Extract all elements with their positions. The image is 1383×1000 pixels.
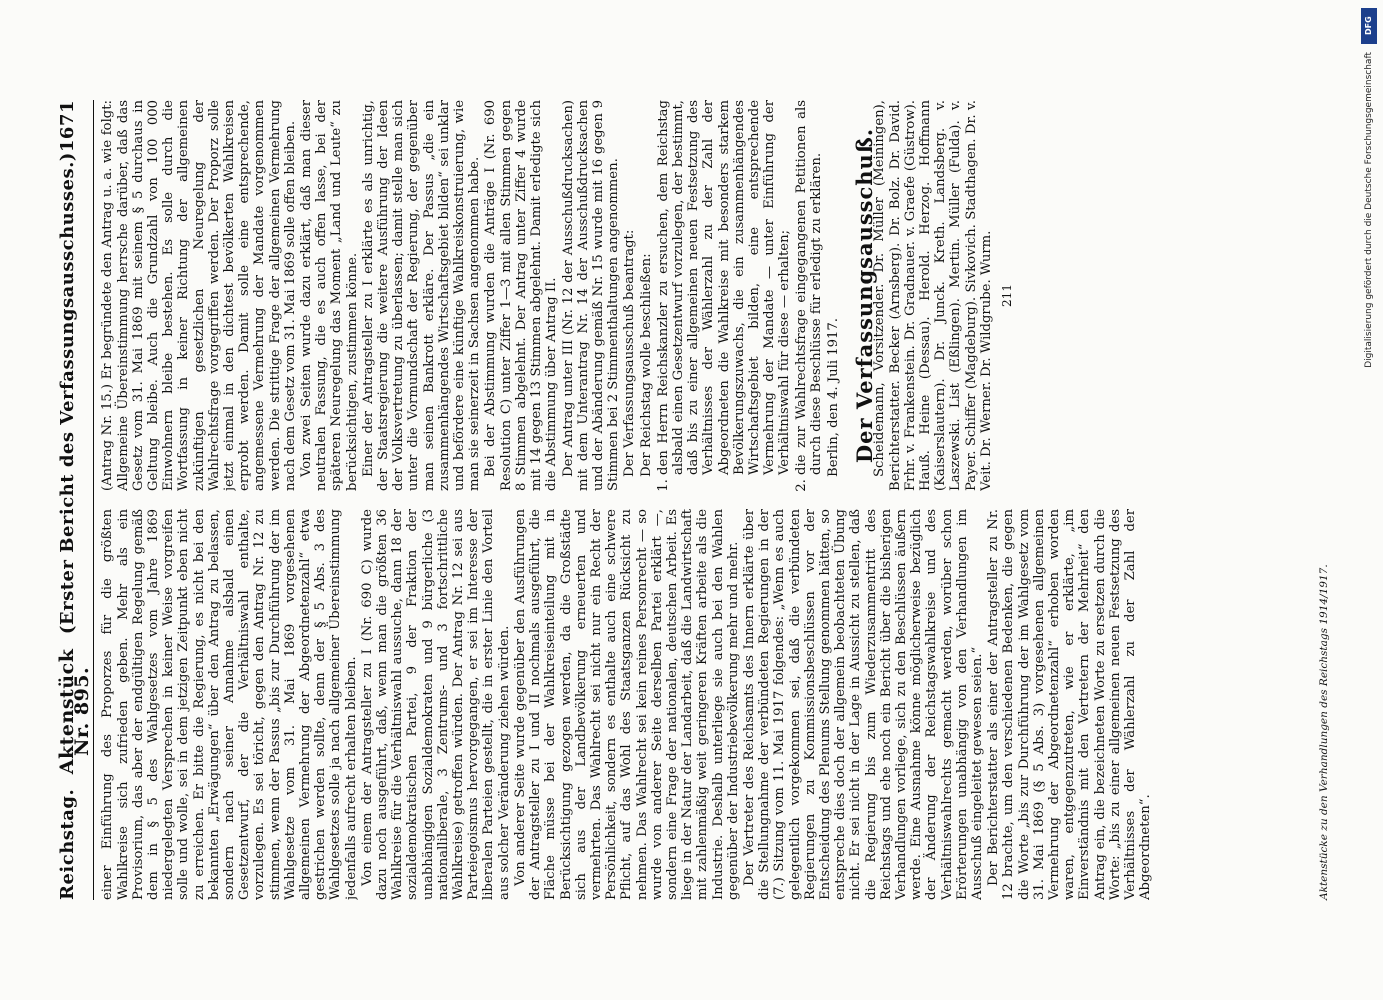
paragraph: Von einem der Antragsteller zu I (Nr. 690 C) wurde dazu noch ausgeführt, daß, wenn man die größten 36 Wahlkreise für die Verhältniswahl aussuche, dann 18 der sozialdemokratischen Partei, 9 der Fraktion der unabhängigen Sozialdemokraten und 9 bürgerliche (3 nationalliberale, 3 Zentrums- und 3 fortschrittliche Wahlkreise) getroffen würden. Der Antrag Nr. 12 sei aus Parteiegoismus hervorgegangen, er sei im Interesse der liberalen Parteien gestellt, die in erster Linie den Vorteil aus solcher Veränderung ziehen würden.	[359, 509, 512, 900]
motion-list	[655, 100, 823, 491]
paragraph: Der Antrag unter III (Nr. 12 der Ausschußdrucksachen) mit dem Unterantrag Nr. 14 der Ausschußdrucksachen und der Abänderung gemäß Nr. 15 wurde mit 16 gegen 9 Stimmen bei 2 Stimmenthaltungen angenommen.	[560, 100, 621, 491]
signature-date: Berlin, den 4. Juli 1917.	[825, 318, 841, 477]
paragraph: Von anderer Seite wurde gegenüber den Ausführungen der Antragsteller zu I und II nochmals ausgeführt, die Fläche müsse bei der Wahlkreiseinteilung mit in Berücksichtigung gezogen werden, da die Großstädte sich aus der Landbevölkerung erneuerten und vermehrten. Das Wahlrecht sei nicht nur ein Recht der Persönlichkeit, sondern es enthalte auch eine schwere Pflicht, auf das Wohl des Staatsganzen Rücksicht zu nehmen. Das Wahlrecht sei kein reines Personrecht — so wurde von anderer Seite derselben Partei erklärt —, sondern eine Frage der nationalen, deutschen Arbeit. Es liege in der Natur der Landarbeit, daß die Landwirtschaft mit zahlenmäßig weit geringeren Kräften arbeite als die Industrie. Deshalb unterliege sie auch bei den Wahlen gegenüber der Industriebevölkerung mehr und mehr.	[512, 509, 741, 900]
page-footer: Aktenstücke zu den Verhandlungen des Reichstags 1914/1917.	[1317, 564, 1330, 900]
page-signature: 211	[999, 284, 1014, 307]
left-column	[100, 509, 1260, 900]
document-page	[42, 70, 1342, 930]
header-left: Reichstag.	[56, 788, 78, 900]
page-header	[55, 100, 94, 900]
paragraph: Einer der Antragsteller zu I erklärte es als unrichtig, der Staatsregierung die weitere Ausführung der Ideen der Volksvertretung zu überlassen; damit stelle man sich unter die Vormundschaft der Regierung, der gegenüber man seinen Bankrott erkläre. Der Passus „die ein zusammenhängendes Wirtschaftsgebiet bilden“ sei unklar und befördere eine künftige Wahlkreiskonstruierung, wie man sie seinerzeit in Sachsen angenommen habe.	[360, 100, 482, 491]
digitization-credit: Digitalisierung gefördert durch die Deutsche Forschungsgemeinschaft	[1364, 52, 1374, 368]
dfg-logo: DFG	[1361, 8, 1377, 44]
paragraph: Von zwei Seiten wurde dazu erklärt, daß man dieser neutralen Fassung, die es auch offen lasse, bei der späteren Neuregelung das Moment „Land und Leute“ zu berücksichtigen, zustimmen könne.	[298, 100, 360, 491]
paragraph: Der Vertreter des Reichsamts des Innern erklärte über die Stellungnahme der verbündeten Regierungen in der (7.) Sitzung vom 11. Mai 1917 folgendes: „Wenn es auch gelegentlich vorgekommen sei, daß die verbündeten Regierungen zu Kommissionsbeschlüssen vor der Entscheidung des Plenums Stellung genommen hätten, so entspreche dies doch der allgemein beobachteten Übung nicht. Er sei nicht in der Lage in Aussicht zu stellen, daß die Regierung bis zum Wiederzusammentritt des Reichstags und ehe noch ein Bericht über die bisherigen Verhandlungen vorliege, sich zu den Beschlüssen äußern werde. Eine Ausnahme könne möglicherweise bezüglich der Änderung der Reichstagswahlkreise und des Verhältniswahlrechts gemacht werden, worüber schon Erörterungen unabhängig von den Verhandlungen im Ausschuß eingeleitet gewesen seien.“	[741, 509, 985, 900]
header-report-title: (Erster Bericht des Verfassungsausschusses.)	[56, 152, 78, 635]
paragraph: (Antrag Nr. 15.) Er begründete den Antrag u. a. wie folgt: Allgemeine Übereinstimmung herrsche darüber, daß das Gesetz vom 31. Mai 1869 mit seinem § 5 durchaus in Geltung bleibe. Auch die Grundzahl von 100 000 Einwohnern bleibe bestehen. Es solle durch die Wortfassung in keiner Richtung der allgemeinen zukünftigen gesetzlichen Neuregelung der Wahlrechtsfrage vorgegriffen werden. Der Proporz solle jetzt einmal in den dichtest bevölkerten Wahlkreisen erprobt werden. Damit solle eine entsprechende, angemessene Vermehrung der Mandate vorgenommen werden. Die strittige Frage der allgemeinen Vermehrung nach dem Gesetz vom 31. Mai 1869 solle offen bleiben.	[99, 100, 298, 491]
motion-intro: Der Verfassungsausschuß beantragt:	[621, 229, 637, 477]
paragraph: einer Einführung des Proporzes für die größten Wahlkreise sich zufrieden geben. Mehr als ein Provisorium, das aber der endgültigen Regelung gemäß dem in § 5 des Wahlgesetzes vom Jahre 1869 niedergelegten Versprechen in keiner Weise vorgreifen solle und wolle, sei in dem jetzigen Zeitpunkt eben nicht zu erreichen. Er bitte die Regierung, es nicht bei den bekannten „Erwägungen“ über den Antrag zu belassen, sondern nach seiner Annahme alsbald einen Gesetzentwurf, der die Verhältniswahl enthalte, vorzulegen. Es sei töricht, gegen den Antrag Nr. 12 zu stimmen, wenn der Passus „bis zur Durchführung der im Wahlgesetze vom 31. Mai 1869 vorgesehenen allgemeinen Vermehrung der Abgeordnetenzahl“ etwa gestrichen werden sollte, denn der § 5 Abs. 3 des Wahlgesetzes solle ja nach allgemeiner Übereinstimmung jedenfalls aufrecht erhalten bleiben.	[99, 509, 359, 900]
motion-item: 1. den Herrn Reichskanzler zu ersuchen, dem Reichstag alsbald einen Gesetzentwurf vorzulegen, der bestimmt, daß bis zu einer allgemeinen neuen Festsetzung des Verhältnisses der Wählerzahl zu der Zahl der Abgeordneten die Wahlkreise mit besonders starkem Bevölkerungszuwachs, die ein zusammenhängendes Wirtschaftsgebiet bilden, eine entsprechende Vermehrung der Mandate — unter Einführung der Verhältniswahl für diese — erhalten;	[655, 100, 792, 475]
motion-lead: Der Reichstag wolle beschließen:	[638, 253, 654, 477]
header-page-number: 1671	[56, 100, 78, 153]
committee-title: Der Verfassungsausschuß.	[851, 127, 877, 464]
right-column	[100, 100, 1260, 491]
header-title: Aktenstück Nr. 895.	[55, 648, 93, 775]
motion-item: 2. die zur Wahlrechtsfrage eingegangenen Petitionen als durch diese Beschlüsse für erledigt zu erklären.	[793, 100, 823, 475]
committee-members: Scheidemann, Vorsitzender. Dr. Müller (Meiningen), Berichterstatter. Becker (Arnsberg). Dr. Bolz. Dr. David. Frhr. v. Frankenstein. Dr. Gradnauer. v. Graefe (Güstrow). Hauß. Heine (Dessau). Herold. Herzog. Hoffmann (Kaiserslautern). Dr. Junck. Kreth. Landsberg. v. Laszewski. List (Eßlingen). Mertin. Müller (Fulda). v. Payer. Schiffer (Magdeburg). Sivkovich. Stadthagen. Dr. v. Veit. Dr. Werner. Dr. Wildgrube. Wurm.	[871, 100, 994, 491]
paragraph: Der Berichterstatter als einer der Antragsteller zu Nr. 12 brachte, um den verschiedenen Bedenken, die gegen die Worte „bis zur Durchführung der im Wahlgesetz vom 31. Mai 1869 (§ 5 Abs. 3) vorgesehenen allgemeinen Vermehrung der Abgeordnetenzahl“ erhoben worden waren, entgegenzutreten, wie er erklärte, „im Einverständnis mit den Vertretern der Mehrheit“ den Antrag ein, die bezeichneten Worte zu ersetzen durch die Worte: „bis zu einer allgemeinen neuen Festsetzung des Verhältnisses der Wählerzahl zu der Zahl der Abgeordneten“.	[985, 509, 1153, 900]
paragraph: Bei der Abstimmung wurden die Anträge I (Nr. 690 Resolution C) unter Ziffer 1—3 mit allen Stimmen gegen 8 Stimmen abgelehnt. Der Antrag unter Ziffer 4 wurde mit 14 gegen 13 Stimmen abgelehnt. Damit erledigte sich die Abstimmung über Antrag II.	[482, 100, 559, 491]
digitization-sidebar	[1361, 8, 1377, 992]
